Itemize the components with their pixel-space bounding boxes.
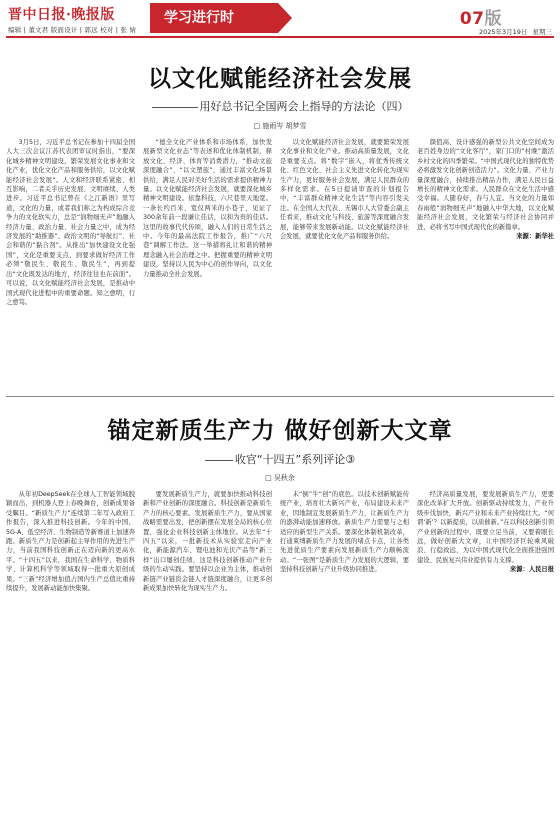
article-divider bbox=[6, 396, 554, 397]
article1-column-4-text: 颜值高、设计感强的新型公共文化空间成为老百姓身边的“文化客厅”，家门口的“村晚”激活乡村文化的四季繁荣。“中国式现代化的独特优势必将激发文化创新创造活力”。文化力量、产业力量深度融合，持续推出精品力作，满足人民日益增长的精神文化需求。人民群众在文化生活中感受幸福。人随春好，春与人宜。当文化的力量如春雨般“润物细无声”地融入中华大地，以文化赋能经济社会发展，文化繁荣与经济社会协同并进，必将书写中国式现代化的新篇章。 bbox=[417, 139, 554, 231]
article2-byline: □ 吴秋余 bbox=[265, 474, 295, 482]
article2-subtitle bbox=[150, 451, 410, 467]
article1-column-3-text: 以文化赋能经济社会发展，就要繁荣发展文化事业和文化产业。推动高质量发展，文化是重要支点。将“数字”嵌入，将优秀传统文化、红色文化、社会主义先进文化转化为现实生产力，更好服务社会发展，满足人民群众的多样化需求。在5日提请审查的计划报告中，“丰富群众精神文化生活”等内容引发关注。在全国人大代表、无锡市人大常委会副主任看来，推动文化与科技、旅游等深度融合发展，能够带来发展新动能。以文化赋能经济社会发展，就要优化文化产品和服务供给。 bbox=[280, 139, 409, 241]
page-number-suffix: 版 bbox=[484, 9, 502, 29]
article1-column-3 bbox=[280, 138, 409, 390]
article1-byline: □ 施雨岑 胡梦雪 bbox=[253, 122, 307, 130]
article1-source: 来源：新华社 bbox=[516, 233, 554, 241]
article2-column-4-text: 经济高质量发展，要发展新质生产力，更要深化改革扩大开放。创新驱动持续发力，产业升级步伐加快，新兴产业和未来产业持续壮大。“何谓‘新’？以新提质，以质催新。”在以科技创新引领产业创新的过程中，既要立足当前，又要着眼长远，做好创新大文章，让中国经济巨轮乘风破浪、行稳致远，为以中国式现代化全面推进强国建设、民族复兴伟业提供有力支撑。 bbox=[417, 491, 554, 564]
issue-date: 2025年3月19日 星期三 bbox=[478, 28, 552, 36]
article2-column-1 bbox=[6, 490, 135, 808]
article2-subtitle-text: 收官“十四五”系列评论③ bbox=[234, 453, 356, 466]
section-banner: 学习进行时 bbox=[150, 3, 278, 33]
staff-credits: 编辑 | 董文君 版面设计 | 郭远 校对 | 张 婧 bbox=[8, 26, 137, 34]
article1-subtitle-text: 用好总书记全国两会上指导的方法论（四） bbox=[199, 100, 409, 113]
header-rule bbox=[6, 36, 554, 38]
article2-column-1-text: 从年初DeepSeek在全球人工智能领域脱颖而出，到机器人登上春晚舞台，创新成果备受瞩目。“新质生产力”连续第二年写入政府工作报告，深入推进科技创新。今年的中国，5G-A、低空经济、生物制造等新赛道上加速奔跑。新质生产力是创新起主导作用的先进生产力，当前我国科技创新正在迈向新的更高水平。“十四五”以来，我国在生命科学、物质科学、计算机科学等领域取得一批重大原创成果。“三新”经济增加值占国内生产总值比重持续提升，发展新动能加快集聚。 bbox=[6, 491, 135, 593]
newspaper-logo: 晋中日报·晚报版 bbox=[8, 7, 115, 23]
article2-column-4 bbox=[417, 490, 554, 808]
article2-column-2-text: 要发展新质生产力，就要加快推动科技创新和产业创新的深度融合。科技创新是新质生产力的核心要素。发展新质生产力，要从国家战略需要出发，把创新摆在发展全局的核心位置，强化企业科技创新主体地位。从去年“十四五”以来，一批新技术从实验室走向产业化，新能源汽车、锂电池和光伏产品等“新三样”出口屡创佳绩，这是科技创新推动产业升级的生动实践。要坚持以企业为主体，推动创新链产业链资金链人才链深度融合，让更多创新成果加快转化为现实生产力。 bbox=[143, 491, 272, 593]
article1-column-2-text: “德全文化产业体系和市场体系，加快发展新型文化业态”等表述和优化体制机制，释放文化、经济、体育等消费潜力，“推动文旅深度融合”、“以文塑旅”，通过丰富文化场景供给，满足人民对美好生活的需求提供精神力量。以文化赋能经济社会发展，就要深化城乡精神文明建设。依靠科技，六尺巷里天地宽。一条长约百米、宽仅两米的小巷子，见证了300余年前一段谦让佳话，以和为贵的佳话。这里的故事代代传颂，融入人们的日常生活之中。今年的最高法院工作报告，推广“六尺巷”调解工作法。这一举措将礼让和谐的精神理念融入社会治理之中。把握重要的精神文明建设，坚持以人民为中心的创作导向，以文化力量推动全社会发展。 bbox=[143, 139, 272, 278]
masthead bbox=[0, 0, 560, 44]
page-number bbox=[460, 4, 502, 29]
article2-column-3 bbox=[280, 490, 409, 808]
article2-title: 锚定新质生产力 做好创新大文章 bbox=[107, 417, 453, 444]
article2-column-3-text: 未“倒”牛“创”的底色。以技术创新赋能传统产业，培育壮大新兴产业，布局建设未来产业，因地制宜发展新质生产力，让新质生产力的澎湃动能加速释放。新质生产力需要与之相适应的新型生产关系。要深化体制机制改革，打通束缚新质生产力发展的堵点卡点，让各类先进优质生产要素向发展新质生产力顺畅流动。“一张图”是新质生产力发展的大逻辑，要坚持科技创新与产业升级协同推进。 bbox=[280, 491, 409, 574]
article1-column-1-text: 3月5日，习近平总书记在参加十四届全国人大三次会议江苏代表团审议时指出，“要深化城乡精神文明建设，繁荣发展文化事业和文化产业，优化文化产品和服务供给，以文化赋能经济社会发展”。人文和经济联系紧密、相互影响，二者关乎历史发展、文明赓续、人类进步。习近平总书记曾在《之江新语》里写道，文化的力量，或者我们称之为构成综合竞争力的文化软实力，总是“润物细无声”地融入经济力量、政治力量、社会力量之中，成为经济发展的“助推器”、政治文明的“导航灯”、社会和谐的“黏合剂”。从推出“加快建设文化强国”，文化是重要支点，到要求做好经济工作必须“敬民生、敬民生、敬民生”，再到提出“文化既发达的地方，经济往往也在前面”。可以说，以文化赋能经济社会发展，是推动中国式现代化进程中的重要命题。知之愈明，行之愈笃。 bbox=[6, 139, 135, 306]
article2-source: 来源：人民日报 bbox=[509, 566, 554, 574]
article2-column-2 bbox=[143, 490, 272, 808]
page-number-value: 07 bbox=[459, 9, 485, 29]
article1-subtitle bbox=[110, 98, 450, 114]
article1-title: 以文化赋能经济社会发展 bbox=[148, 65, 412, 92]
article1-column-1 bbox=[6, 138, 135, 390]
article1-column-4 bbox=[417, 138, 554, 390]
article1-column-2 bbox=[143, 138, 272, 390]
